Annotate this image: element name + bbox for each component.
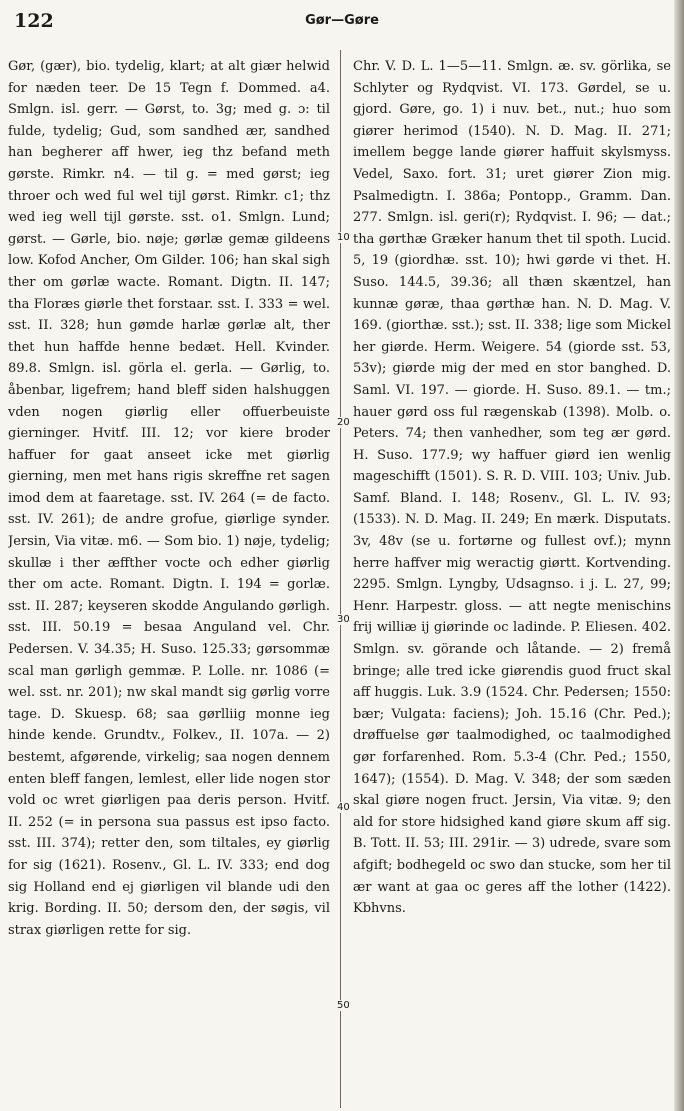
line-number-marker: 10 [337,232,350,243]
line-number-marker: 40 [337,802,350,813]
running-head: Gør—Gøre [305,13,379,28]
right-column-text: Chr. V. D. L. 1—5—11. Smlgn. æ. sv. görlika, se Schlyter og Rydqvist. VI. 173. Gørdel, se u. gjord. Gøre, go. 1) i nuv. bet., nut.; huo som giører herimod (1540). N. D. Mag. II. 271; imellem begge lande giører haffuit skylsmyss. Vedel, Saxo. fort. 31; uret giører Zion mig. Psalmedigtn. I. 386a; Pontopp., Gramm. Dan. 277. Smlgn. isl. geri(r); Rydqvist. I. 96; — dat.; tha gørthæ Græker hanum thet til spoth. Lucid. 5, 19 (giordhæ. sst. 10); hwi gørde vi thet. H. Suso. 144.5, 39.36; all thæn skæntzel, han kunnæ gøræ, thaa gørthæ han. N. D. Mag. V. 169. (giorthæ. sst.); sst. II. 338; lige som Mickel her giørde. Herm. Weigere. 54 (giorde sst. 53, 53v); giørde mig der med en stor banghed. D. Saml. VI. 197. — giorde. H. Suso. 89.1. — tm.; hauer gørd oss ful rægenskab (1398). Molb. o. Peters. 74; then vanhedher, som teg ær gørd. H. Suso. 177.9; wy haffuer giørd ien wenlig mageschifft (1501). S. R. D. VIII. 103; Univ. Jub. Samf. Bland. I. 148; Rosenv., Gl. L. IV. 93; (1533). N. D. Mag. II. 249; En mærk. Disputats. 3v, 48v (se u. fortørne og fullest ovf.); mynn herre haffver mig weractig giørtt. Kortvending. 2295. Smlgn. Lyngby, Udsagnso. i j. L. 27, 99; Henr. Harpestr. gloss. — att negte menischins frij williæ ij giørinde oc ladinde. P. Eliesen. 402. Smlgn. sv. görande och låtande. — 2) fremå bringe; alle tred icke giørendis guod fruct skal aff huggis. Luk. 3.9 (1524. Chr. Pedersen; 1550: bær; Vulgata: faciens); Joh. 15.16 (Chr. Ped.); drøffuelse gør taalmodighed, oc taalmodighed gør forfarenhed. Rom. 5.3-4 (Chr. Ped.; 1550, 1647); (1554). D. Mag. V. 348; der som sæden skal giøre nogen fruct. Jersin, Via vitæ. 9; den ald for store hidsighed kand giøre skum aff sig. B. Tott. II. 53; III. 291ir. — 3) udrede, svare som afgift; bodhegeld oc swo dan stucke, som her til ær want at gaa oc geres aff the lother (1422). Kbhvns. [353,59,671,917]
page-number: 122 [14,10,54,32]
column-divider [340,50,341,1108]
left-column-text: Gør, (gær), bio. tydelig, klart; at alt giær helwid for næden teer. De 15 Tegn f. Dommed. a4. Smlgn. isl. gerr. — Gørst, to. 3g; med g. ɔ: til fulde, tydelig; Gud, som sandhed ær, sandhed han begherer aff hwer, ieg thz befand meth gørste. Rimkr. n4. — til g. = med gørst; ieg throer och wed ful wel tijl gørst. Rimkr. c1; thz wed ieg well tijl gørste. sst. o1. Smlgn. Lund; gørst. — Gørle, bio. nøje; gørlæ gemæ gildeens low. Kofod Ancher, Om Gilder. 106; han skal sigh ther om gørlæ wacte. Romant. Digtn. II. 147; tha Floræs giørle thet forstaar. sst. I. 333 = wel. sst. II. 328; hun gømde harlæ gørlæ alt, ther thet hun haffde henne bedæt. Hell. Kvinder. 89.8. Smlgn. isl. görla el. gerla. — Gørlig, to. åbenbar, ligefrem; hand bleff siden halshuggen vden nogen giørlig eller offuerbeuiste gierninger. Hvitf. III. 12; vor kiere broder haffuer for gaat anseet icke met giørlig gierning, men met hans rigis skreffne ret sagen imod dem at faaretage. sst. IV. 264 (= de facto. sst. IV. 261); de andre grofue, giørlige synder. Jersin, Via vitæ. m6. — Som bio. 1) nøje, tydelig; skullæ i ther æffther vocte och edher giørlig ther om acte. Romant. Digtn. I. 194 = gorlæ. sst. II. 287; keyseren skodde Angulando gørligh. sst. III. 50.19 = besaa Anguland vel. Chr. Pedersen. V. 34.35; H. Suso. 125.33; gørsommæ scal man gørligh gemmæ. P. Lolle. nr. 1086 (= wel. sst. nr. 201); nw skal mandt sig gørlig vorre tage. D. Skuesp. 68; saa gørlliig monne ieg hinde kende. Grundtv., Folkev., II. 107a. — 2) bestemt, afgørende, virkelig; saa nogen dennem enten bleff fangen, lemlest, eller lide nogen stor vold oc wret giørligen paa deris person. Hvitf. II. 252 (= in persona sua passus est ipso facto. sst. III. 374); retter den, som tiltales, ey giørlig for sig (1621). Rosenv., Gl. L. IV. 333; end dog sig Holland end ej giørligen vil blande udi den krig. Bording. II. 50; dersom den, der søgis, vil strax giørligen rette for sig. [8,59,330,938]
line-number-marker: 20 [337,417,350,428]
line-number-marker: 30 [337,614,350,625]
line-number-marker: 50 [337,1000,350,1011]
page-edge-shadow [674,0,684,1111]
